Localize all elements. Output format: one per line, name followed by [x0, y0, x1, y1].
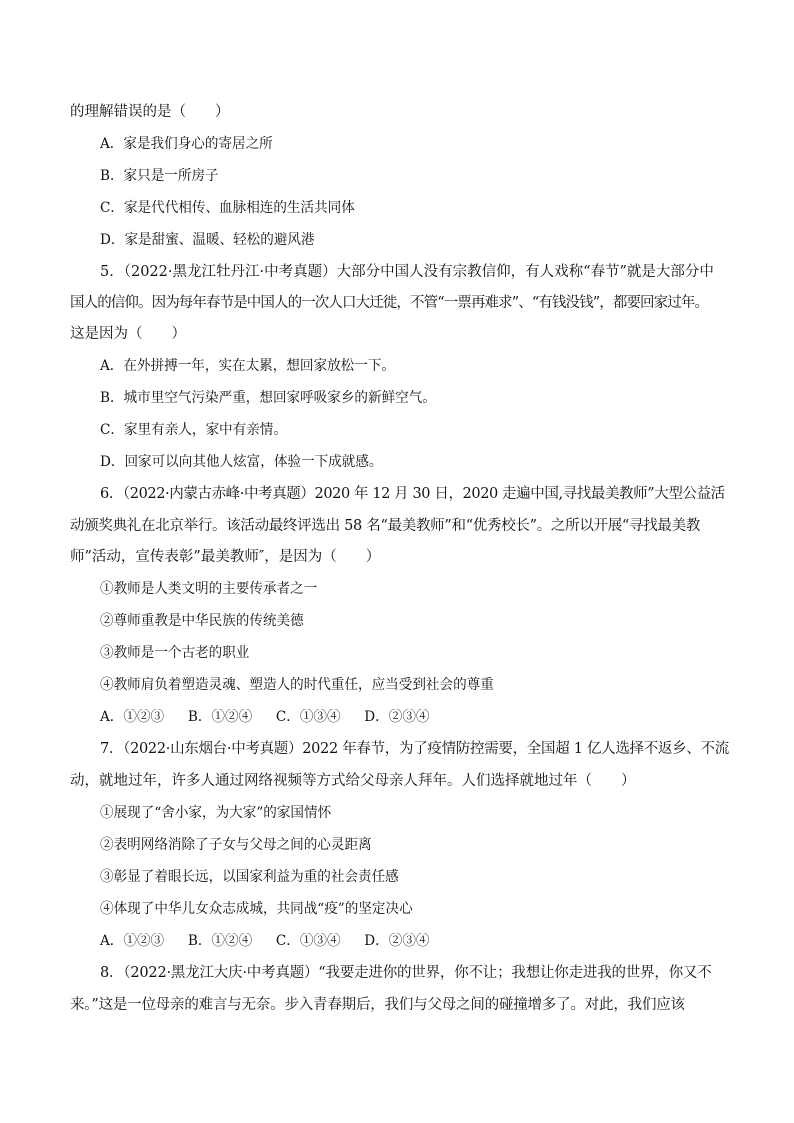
- question-6-stem-line-1: 6．（2022·内蒙古赤峰·中考真题）2020 年 12 月 30 日，2020 走遍中国,寻找最美教师”大型公益活: [100, 486, 725, 502]
- question-5-stem-line-1: 5．（2022·黑龙江牡丹江·中考真题）大部分中国人没有宗教信仰，有人戏称“春节”就是大部分中: [100, 264, 714, 280]
- question-7-choices: A．①②③ B．①②④ C．①③④ D．②③④: [100, 933, 430, 949]
- question-4-option-c: C．家是代代相传、血脉相连的生活共同体: [100, 200, 355, 216]
- question-6-statement-1: ①教师是人类文明的主要传承者之一: [100, 581, 318, 597]
- question-6-choices: A．①②③ B．①②④ C．①③④ D．②③④: [100, 709, 430, 725]
- question-4-option-b: B．家只是一所房子: [100, 168, 219, 184]
- question-6-stem-line-2: 动颁奖典礼在北京举行。该活动最终评选出 58 名“最美教师”和“优秀校长”。之所以开展“寻找最美教: [70, 518, 701, 534]
- question-5-option-c: C．家里有亲人，家中有亲情。: [100, 422, 287, 438]
- question-4-stem-end: 的理解错误的是（ ）: [70, 104, 230, 120]
- question-4-option-a: A．家是我们身心的寄居之所: [100, 136, 273, 152]
- question-5-stem-line-2: 国人的信仰。因为每年春节是中国人的一次人口大迁徙，不管“一票再难求”、“有钱没钱”，都要回家过年。: [70, 295, 709, 311]
- question-6-statement-2: ②尊师重教是中华民族的传统美德: [100, 613, 304, 629]
- question-6-stem-line-3: 师”活动，宣传表彰”最美教师″，是因为（ ）: [70, 549, 381, 565]
- question-5-option-d: D．回家可以向其他人炫富，体验一下成就感。: [100, 454, 383, 470]
- question-5-stem-line-3: 这是因为（ ）: [70, 326, 186, 342]
- question-7-stem-line-2: 动，就地过年，许多人通过网络视频等方式给父母亲人拜年。人们选择就地过年（ ）: [70, 773, 636, 789]
- question-7-statement-4: ④体现了中华儿女众志成城，共同战“疫”的坚定决心: [100, 901, 413, 917]
- question-7-stem-line-1: 7．（2022·山东烟台·中考真题）2022 年春节，为了疫情防控需要，全国超 1 亿人选择不返乡、不流: [100, 741, 729, 757]
- question-7-statement-2: ②表明网络消除了子女与父母之间的心灵距离: [100, 837, 372, 853]
- question-8-stem-line-2: 来。”这是一位母亲的难言与无奈。步入青春期后，我们与父母之间的碰撞增多了。对此，我们应该: [70, 997, 685, 1013]
- question-6-statement-3: ③教师是一个古老的职业: [100, 645, 250, 661]
- question-6-statement-4: ④教师肩负着塑造灵魂、塑造人的时代重任，应当受到社会的尊重: [100, 677, 494, 693]
- question-8-stem-line-1: 8．（2022·黑龙江大庆·中考真题）“我要走进你的世界，你不让；我想让你走进我的世界，你又不: [100, 965, 712, 981]
- question-7-statement-1: ①展现了“舍小家，为大家”的家国情怀: [100, 805, 332, 821]
- question-5-option-b: B．城市里空气污染严重，想回家呼吸家乡的新鲜空气。: [100, 390, 436, 406]
- question-4-option-d: D．家是甜蜜、温暖、轻松的避风港: [100, 232, 315, 248]
- question-5-option-a: A．在外拼搏一年，实在太累，想回家放松一下。: [100, 358, 395, 374]
- question-7-statement-3: ③彰显了着眼长远，以国家利益为重的社会责任感: [100, 869, 399, 885]
